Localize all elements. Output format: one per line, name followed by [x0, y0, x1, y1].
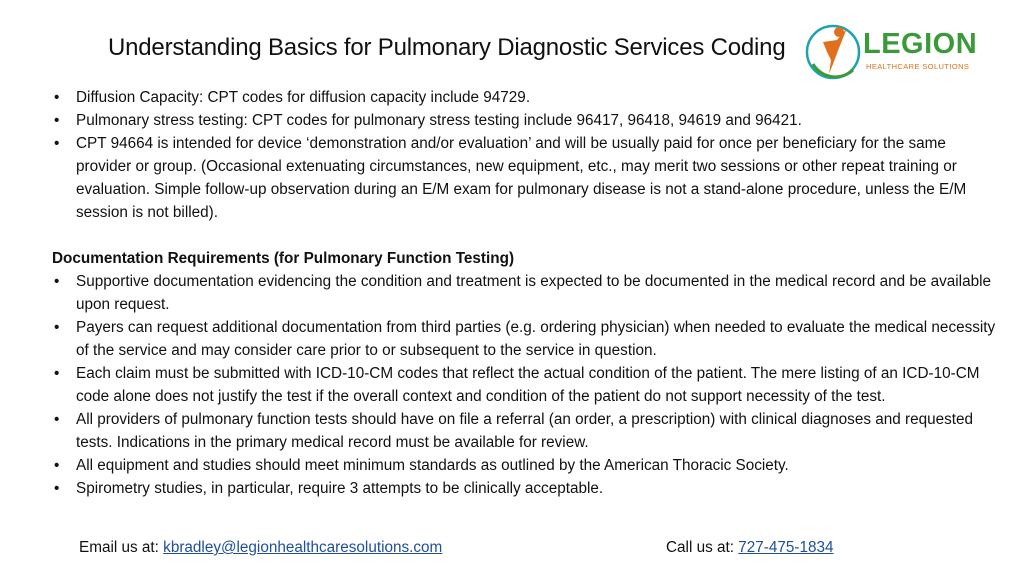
list-item: • Spirometry studies, in particular, require 3 attempts to be clinically acceptable. [52, 477, 1002, 500]
footer-email [79, 539, 442, 557]
legion-logo [803, 20, 983, 86]
page-title: Understanding Basics for Pulmonary Diagnostic Services Coding [108, 34, 786, 61]
list-item: • Pulmonary stress testing: CPT codes for pulmonary stress testing include 96417, 96418, 94619 and 96421. [52, 109, 1002, 132]
email-link[interactable]: kbradley@legionhealthcaresolutions.com [163, 539, 443, 556]
list-item: • Diffusion Capacity: CPT codes for diffusion capacity include 94729. [52, 86, 1002, 109]
list-item: • Payers can request additional documentation from third parties (e.g. ordering physician) when needed to evaluate the medical necessity of the service and may consider care prior to or subsequent to the service in question. [52, 316, 1002, 362]
logo-subtitle: HEALTHCARE SOLUTIONS [866, 62, 970, 71]
list-item: • CPT 94664 is intended for device ‘demonstration and/or evaluation’ and will be usually paid for once per beneficiary for the same provider or group. (Occasional extenuating circumstances, new equipment, etc., may merit two sessions or other repeat training or evaluation. Simple follow-up observation during an E/M exam for pulmonary disease is not a stand-alone procedure, unless the E/M session is not billed). [52, 132, 1002, 224]
phone-link[interactable]: 727-475-1834 [738, 539, 834, 556]
list-item: • Supportive documentation evidencing the condition and treatment is expected to be documented in the medical record and be available upon request. [52, 270, 1002, 316]
top-bullet-list [52, 86, 1002, 224]
list-item: • Each claim must be submitted with ICD-10-CM codes that reflect the actual condition of the patient. The mere listing of an ICD-10-CM code alone does not justify the test if the overall context and condition of the patient do not support necessity of the test. [52, 362, 1002, 408]
logo-wordmark: LEGION [863, 28, 978, 60]
list-item: • All equipment and studies should meet minimum standards as outlined by the American Thoracic Society. [52, 454, 1002, 477]
slide-content [52, 86, 1002, 500]
logo-figure-icon [803, 20, 865, 82]
email-label: Email us at: [79, 539, 159, 556]
spacer [52, 224, 1002, 247]
footer-phone [666, 539, 834, 557]
documentation-heading: Documentation Requirements (for Pulmonary Function Testing) [52, 250, 515, 267]
list-item: • All providers of pulmonary function tests should have on file a referral (an order, a prescription) with clinical diagnoses and requested tests. Indications in the primary medical record must be available for review. [52, 408, 1002, 454]
documentation-bullet-list [52, 270, 1002, 500]
phone-label: Call us at: [666, 539, 735, 556]
